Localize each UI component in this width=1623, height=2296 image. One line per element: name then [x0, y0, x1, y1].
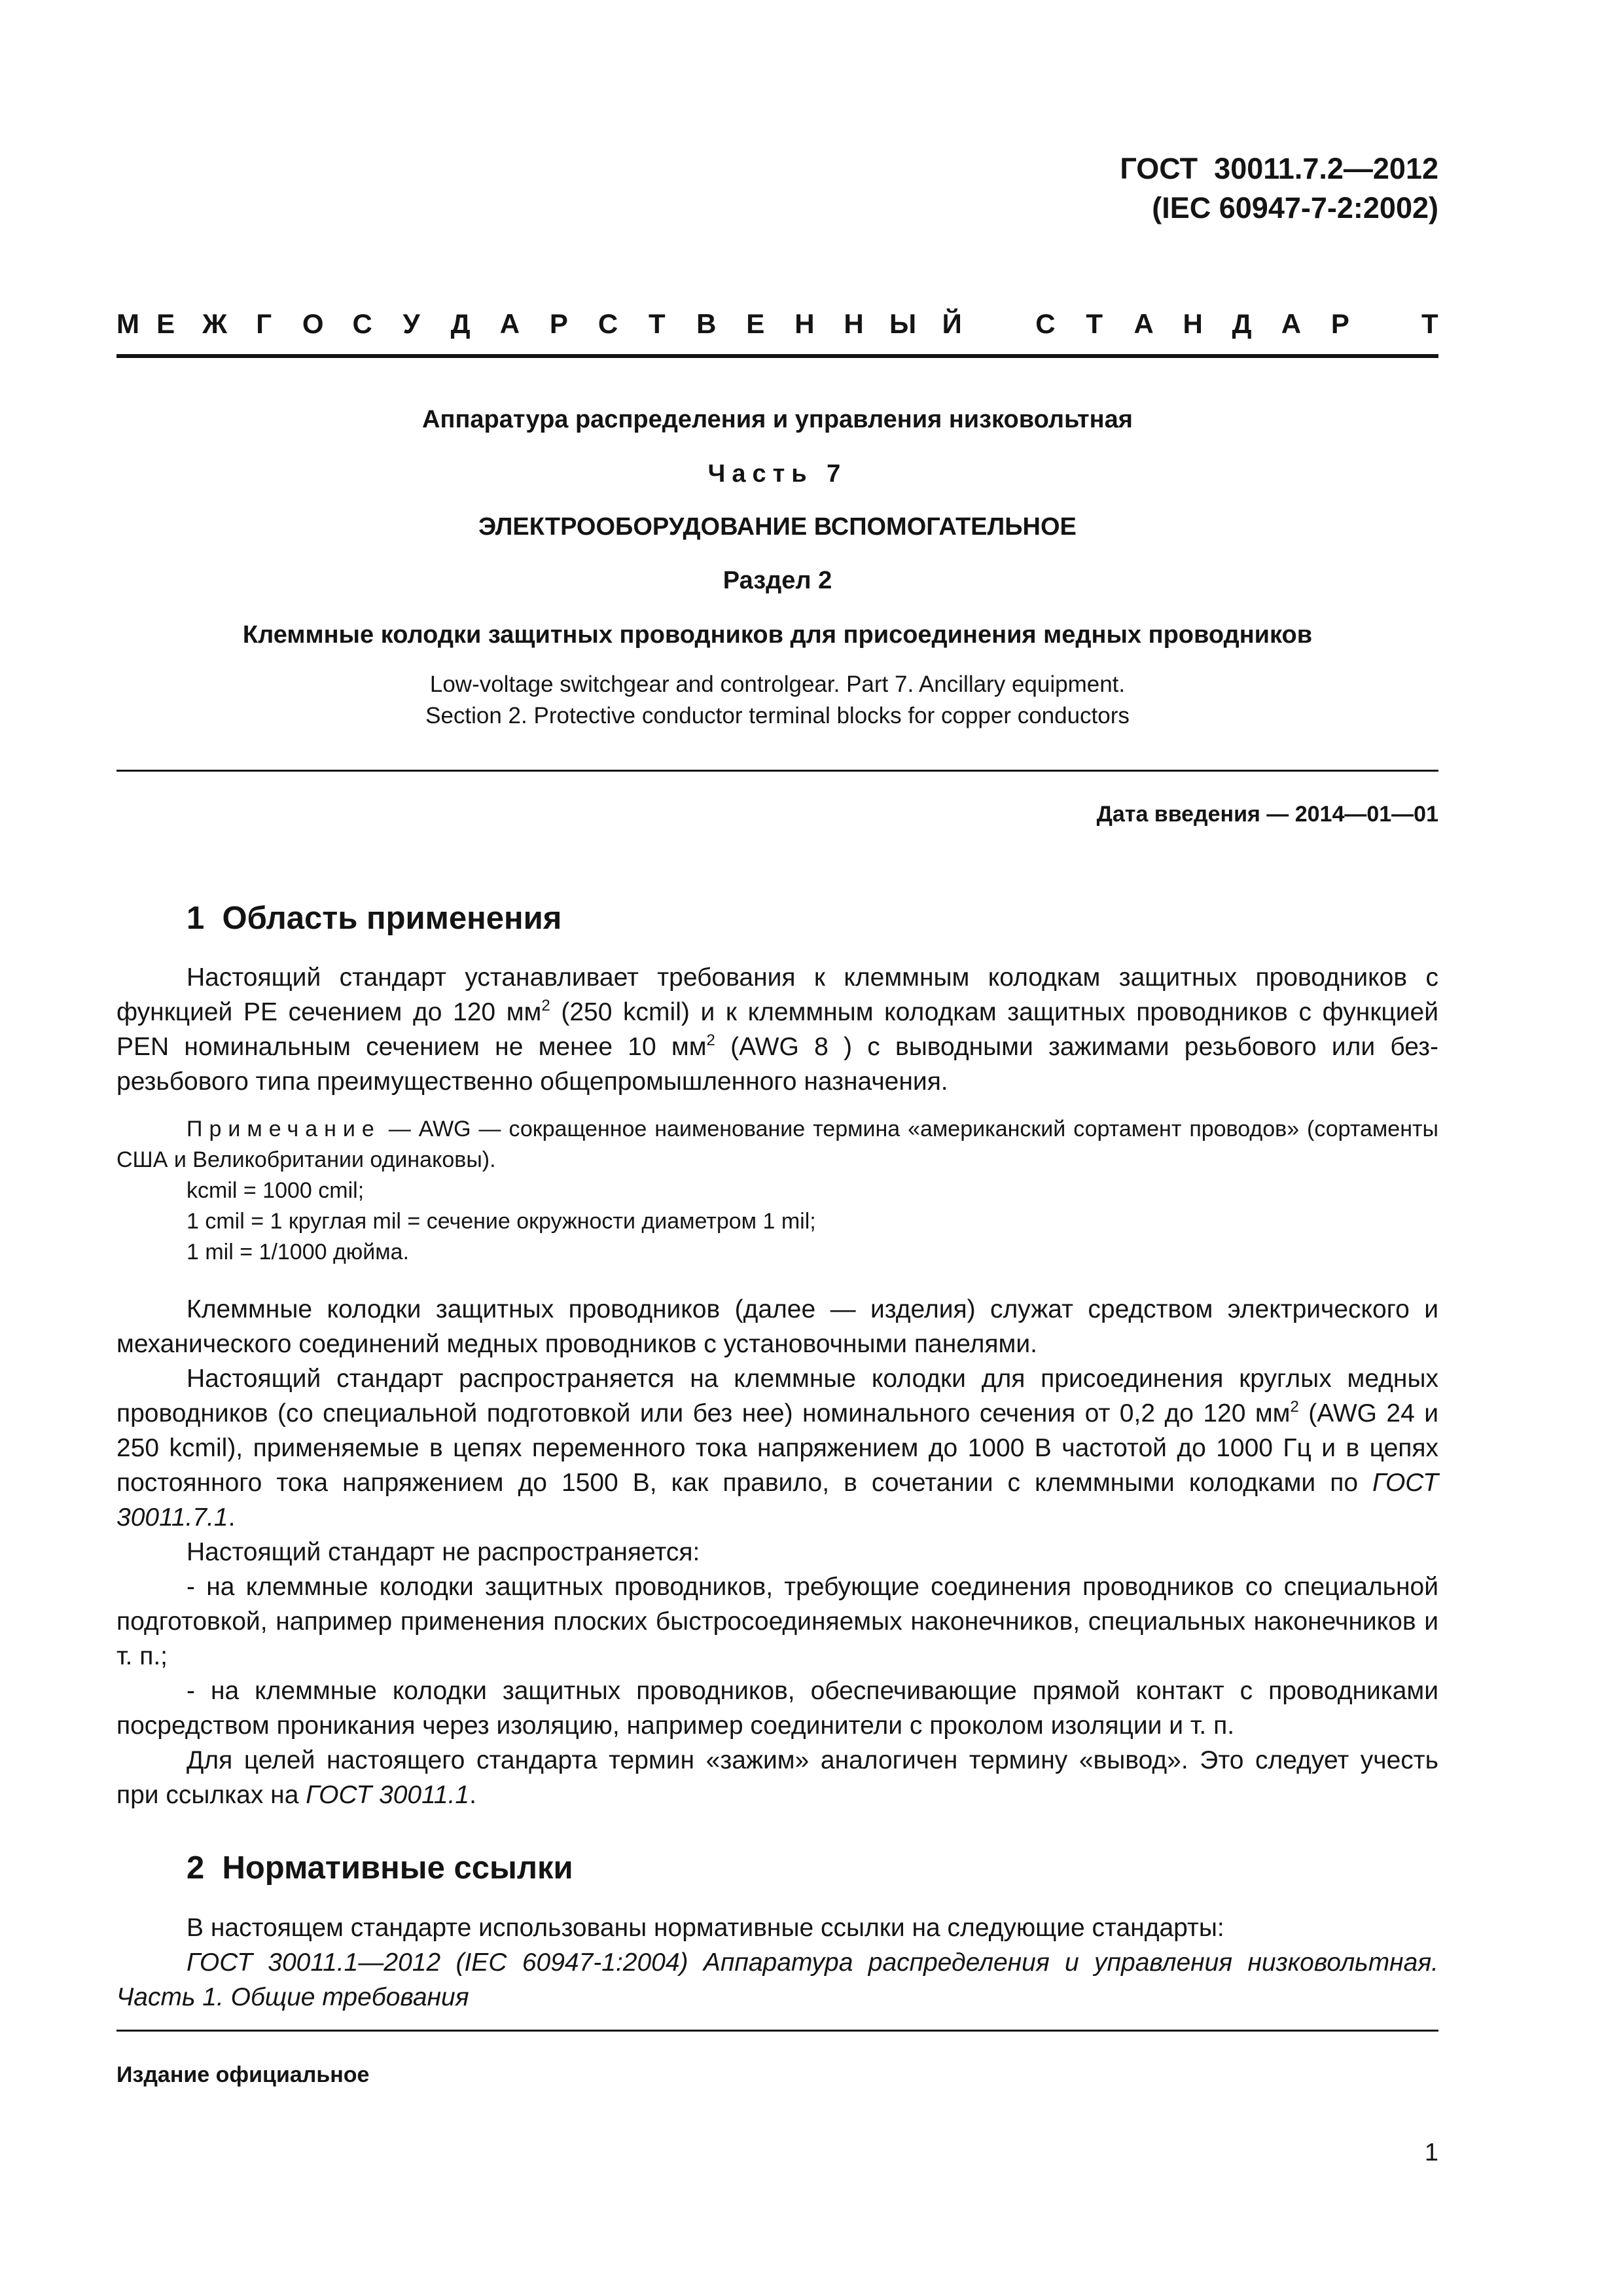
section-1-body: [116, 1292, 1438, 1812]
normative-reference: ГОСТ 30011.1—2012 (IEC 60947-1:2004) Аппаратура распределения и управления низковольтная. Часть 1. Общие требования: [116, 1948, 1438, 2011]
heading-letter: С: [352, 308, 372, 339]
page-number: 1: [1424, 2139, 1438, 2166]
section-1-paragraph-4: Настоящий стандарт не распространяется:: [187, 1538, 700, 1566]
heading-letter: С: [597, 308, 618, 339]
heading-letter: Н: [844, 308, 864, 339]
title-main: Аппаратура распределения и управления низковольтная: [422, 406, 1133, 433]
exclusion-item: - на клеммные колодки защитных проводников, требующие соединения проводников со специальной подготовкой, например применения плоских быстросоединяемых наконечников, специальных наконечников и т. п.;: [116, 1573, 1438, 1670]
heading-letter: Н: [794, 308, 815, 339]
section-1-note: Примечание — AWG — сокращенное наименование термина «американский сортамент проводов» (сортаменты США и Великобритании одинаковы). kcmil = 1000 cmil; 1 cmil = 1 круглая mil = сечение окружности диаметром 1 mil; 1 mil = 1/1000 дюйма.: [116, 1114, 1438, 1268]
heading-letter: Ы: [889, 308, 917, 339]
section-2-body: [116, 1910, 1438, 2015]
section-1-paragraph-3: Настоящий стандарт распространяется на клеммные колодки для присоединения круглых медных проводников (со специальной подготовкой или без нее) номинального сечения от 0,2 до 120 $мм^2$ (AWG 24 и 250 kcmil), применяемые в цепях переменного тока напряжением до 1000 В частотой до 1000 Гц и в цепях постоянного тока напряжением до 1500 В, как правило, в сочетании с клеммными колодками по ГОСТ 30011.7.1.: [116, 1365, 1438, 1532]
heading-letter: У: [402, 308, 420, 339]
title-english-line1: Low-voltage switchgear and controlgear. Part 7. Ancillary equipment.: [429, 672, 1126, 697]
gost-reference: ГОСТ 30011.1: [306, 1781, 470, 1809]
heading-letter: Т: [1421, 308, 1438, 339]
gost-number: ГОСТ 30011.7.2—2012: [1120, 152, 1438, 185]
heading-letter: Д: [450, 308, 471, 339]
section-2-heading: 2 Нормативные ссылки: [187, 1850, 573, 1886]
heading-letter: Н: [1183, 308, 1203, 339]
heading-letter: Й: [942, 308, 962, 339]
note-line: 1 cmil = 1 круглая mil = сечение окружности диаметром 1 mil;: [187, 1209, 816, 1234]
footer-rule: [116, 2030, 1438, 2032]
heading-letter: Т: [1086, 308, 1103, 339]
official-edition-label: Издание официальное: [116, 2062, 370, 2087]
heading-letter: Р: [549, 308, 568, 339]
introduction-date: Дата введения — 2014—01—01: [1096, 802, 1438, 827]
heading-letter: Е: [746, 308, 765, 339]
heading-letter: Р: [1330, 308, 1349, 339]
title-section: Раздел 2: [722, 567, 832, 594]
heading-letter: М: [116, 308, 139, 339]
heading-letter: А: [499, 308, 520, 339]
header-rule: [116, 354, 1438, 358]
heading-letter: В: [696, 308, 717, 339]
section-1-paragraph-1: Настоящий стандарт устанавливает требования к клеммным колодкам защитных проводников с функцией PE сечением до 120 $мм^2$ (250 kcmil) и к клеммным колодкам защитных проводников с функцией PEN номинальным сечением не менее 10 $мм^2$ (AWG 8 ) с выводными зажимами резьбового или безрезьбового типа преимущественно общепромышленного назначения.: [116, 963, 1438, 1096]
standard-designation: [1120, 149, 1438, 228]
heading-letter: А: [1133, 308, 1154, 339]
heading-letter: Т: [649, 308, 666, 339]
note-line: kcmil = 1000 cmil;: [187, 1178, 365, 1203]
note-label: Примечание: [187, 1117, 381, 1141]
section-1-paragraph-2: Клеммные колодки защитных проводников (далее — изделия) служат средством электрического и механического соединений медных проводников с установочными панелями.: [116, 1295, 1438, 1358]
title-part: Часть 7: [707, 460, 847, 488]
section-1-paragraph-5: Для целей настоящего стандарта термин «зажим» аналогичен термину «вывод». Это следует учесть при ссылках на ГОСТ 30011.1.: [116, 1746, 1438, 1809]
exclusion-item: - на клеммные колодки защитных проводников, обеспечивающие прямой контакт с проводниками посредством проникания через изоляцию, например соединители с проколом изоляции и т. п.: [116, 1677, 1438, 1740]
heading-letter: А: [1281, 308, 1302, 339]
title-section-name: Клеммные колодки защитных проводников для присоединения медных проводников: [242, 621, 1313, 649]
heading-letter: Е: [156, 308, 175, 339]
title-rule: [116, 770, 1438, 772]
heading-letter: Ж: [202, 308, 228, 339]
section-2-paragraph-1: В настоящем стандарте использованы нормативные ссылки на следующие стандарты:: [187, 1914, 1224, 1942]
heading-letter: О: [302, 308, 324, 339]
iec-number: (IEC 60947-7-2:2002): [1152, 191, 1438, 224]
interstate-standard-heading: [116, 304, 1438, 344]
heading-letter: С: [1035, 308, 1056, 339]
title-english-line2: Section 2. Protective conductor terminal blocks for copper conductors: [425, 703, 1130, 728]
gost-reference: ГОСТ 30011.7.1: [116, 1469, 1438, 1532]
heading-letter: Г: [256, 308, 272, 339]
section-1-heading: 1 Область применения: [187, 901, 562, 936]
note-line: 1 mil = 1/1000 дюйма.: [187, 1240, 410, 1265]
title-part-name: ЭЛЕКТРООБОРУДОВАНИЕ ВСПОМОГАТЕЛЬНОЕ: [478, 513, 1077, 541]
heading-letter: Д: [1232, 308, 1252, 339]
